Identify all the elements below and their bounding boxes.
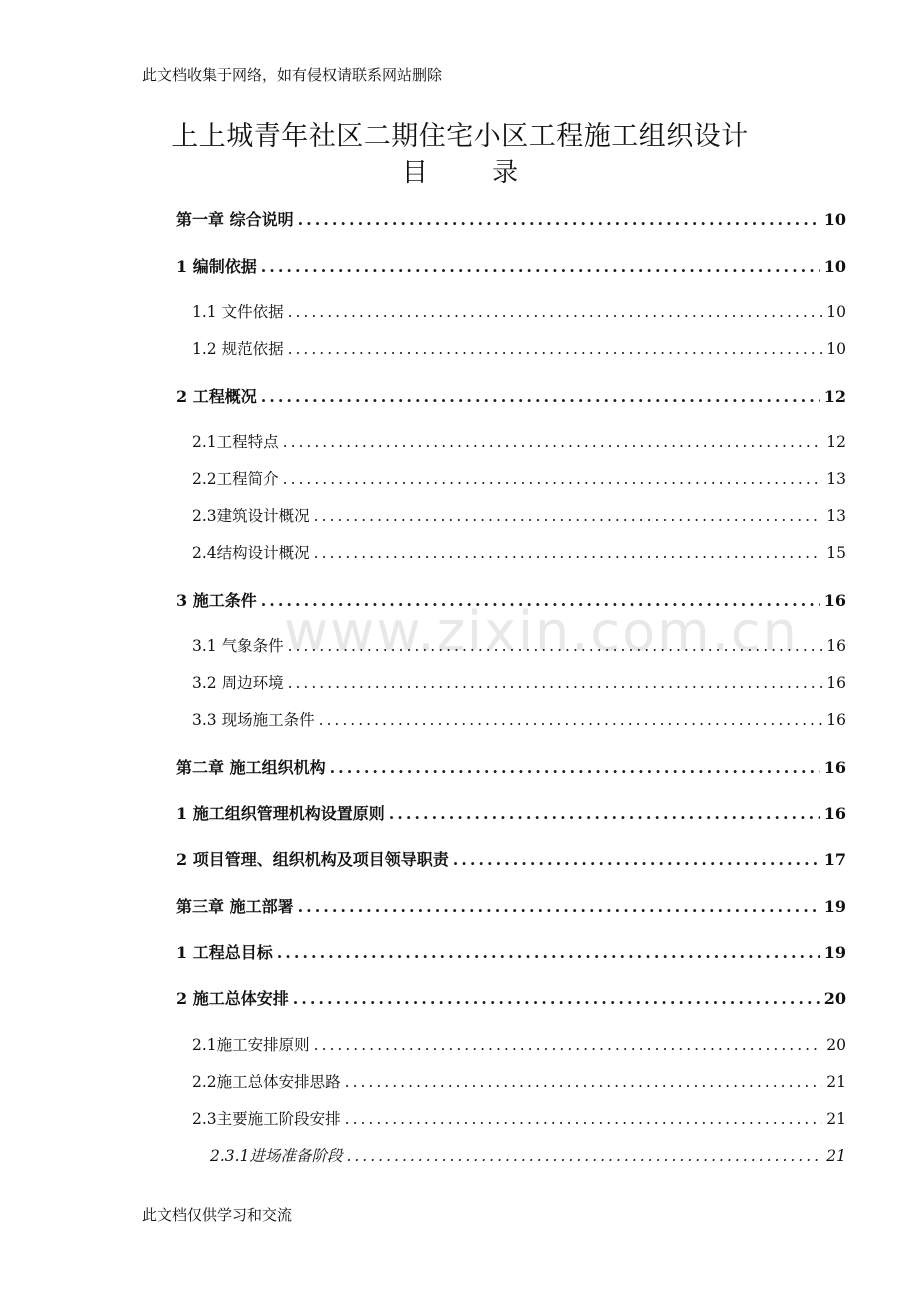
toc-entry-label: 2.1工程特点 — [192, 433, 279, 451]
toc-leader-dots — [288, 303, 823, 321]
toc-entry[interactable] — [192, 300, 846, 322]
toc-entry-page: 19 — [823, 897, 846, 916]
toc-leader-dots — [298, 210, 820, 229]
toc-entry-label: 1 施工组织管理机构设置原则 — [176, 804, 385, 823]
toc-leader-dots — [277, 943, 820, 962]
toc-entry-label: 1.2 规范依据 — [192, 340, 284, 358]
toc-entry-label: 1.1 文件依据 — [192, 303, 284, 321]
toc-entry-page: 10 — [826, 340, 846, 358]
toc-entry-page: 16 — [826, 674, 846, 692]
watermark: www.zixin.com.cn — [284, 600, 799, 663]
toc-entry[interactable] — [176, 940, 846, 963]
toc-entry[interactable] — [192, 671, 846, 693]
toc-entry[interactable] — [210, 1144, 846, 1166]
toc-leader-dots — [298, 897, 820, 916]
toc-leader-dots — [314, 544, 823, 562]
toc-leader-dots — [293, 989, 820, 1008]
toc-entry-label: 2 工程概况 — [176, 387, 257, 406]
toc-entry-label: 2.3.1进场准备阶段 — [210, 1147, 343, 1165]
toc-leader-dots — [319, 711, 823, 729]
toc-entry-page: 10 — [826, 303, 846, 321]
toc-entry-label: 2.2施工总体安排思路 — [192, 1073, 341, 1091]
toc-entry-page: 16 — [826, 711, 846, 729]
toc-entry-page: 13 — [826, 507, 846, 525]
toc-entry[interactable] — [176, 801, 846, 824]
toc-entry[interactable] — [192, 1070, 846, 1092]
toc-entry-label: 2.3主要施工阶段安排 — [192, 1110, 341, 1128]
toc-leader-dots — [389, 804, 820, 823]
toc-entry-page: 21 — [826, 1073, 846, 1091]
toc-leader-dots — [288, 637, 823, 655]
toc-entry-page: 10 — [823, 210, 846, 229]
toc-entry-label: 2.1施工安排原则 — [192, 1036, 310, 1054]
toc-entry-page: 20 — [823, 989, 846, 1008]
toc-heading-char-2: 录 — [492, 158, 519, 188]
toc-entry-label: 第一章 综合说明 — [176, 210, 294, 229]
toc-entry[interactable] — [192, 1033, 846, 1055]
toc-leader-dots — [261, 257, 820, 276]
toc-entry-label: 2.4结构设计概况 — [192, 544, 310, 562]
toc-leader-dots — [345, 1073, 823, 1091]
toc-entry-page: 21 — [826, 1147, 846, 1165]
toc-leader-dots — [261, 591, 820, 610]
toc-entry-label: 第三章 施工部署 — [176, 897, 294, 916]
toc-entry[interactable] — [176, 588, 846, 611]
toc-entry-page: 17 — [823, 850, 846, 869]
toc-entry-page: 16 — [823, 591, 846, 610]
toc-leader-dots — [453, 850, 820, 869]
toc-leader-dots — [288, 674, 823, 692]
toc-entry-label: 2 项目管理、组织机构及项目领导职责 — [176, 850, 449, 869]
document-title: 上上城青年社区二期住宅小区工程施工组织设计 — [171, 121, 749, 152]
toc-entry-page: 15 — [826, 544, 846, 562]
toc-entry[interactable] — [192, 430, 846, 452]
toc-entry[interactable] — [176, 986, 846, 1009]
footer-note: 此文档仅供学习和交流 — [142, 1206, 293, 1224]
toc-entry-page: 10 — [823, 257, 846, 276]
toc-entry-label: 2 施工总体安排 — [176, 989, 289, 1008]
toc-leader-dots — [283, 470, 823, 488]
toc-entry-page: 19 — [823, 943, 846, 962]
toc-entry-page: 20 — [826, 1036, 846, 1054]
toc-entry[interactable] — [192, 541, 846, 563]
toc-entry-page: 16 — [823, 758, 846, 777]
toc-entry-label: 3 施工条件 — [176, 591, 257, 610]
toc-entry[interactable] — [176, 384, 846, 407]
header-note: 此文档收集于网络，如有侵权请联系网站删除 — [142, 66, 443, 84]
toc-leader-dots — [261, 387, 820, 406]
toc-leader-dots — [288, 340, 823, 358]
toc-entry-page: 12 — [823, 387, 846, 406]
toc-entry[interactable] — [176, 847, 846, 870]
toc-entry[interactable] — [192, 1107, 846, 1129]
toc-entry[interactable] — [192, 337, 846, 359]
toc-leader-dots — [345, 1110, 823, 1128]
toc-entry[interactable] — [176, 207, 846, 230]
toc-entry-label: 2.3建筑设计概况 — [192, 507, 310, 525]
toc-entry[interactable] — [176, 755, 846, 778]
toc-entry[interactable] — [192, 467, 846, 489]
toc-entry[interactable] — [192, 708, 846, 730]
toc-heading-char-1: 目 — [401, 158, 428, 188]
toc-entry-label: 3.1 气象条件 — [192, 637, 284, 655]
toc-leader-dots — [314, 1036, 823, 1054]
toc-entry-page: 16 — [826, 637, 846, 655]
toc-entry[interactable] — [192, 634, 846, 656]
toc-entry[interactable] — [192, 504, 846, 526]
toc-entry-page: 16 — [823, 804, 846, 823]
toc-entry[interactable] — [176, 254, 846, 277]
toc-heading — [0, 152, 920, 189]
toc-entry-label: 3.3 现场施工条件 — [192, 711, 315, 729]
toc-leader-dots — [314, 507, 823, 525]
toc-leader-dots — [283, 433, 823, 451]
toc-entry-page: 21 — [826, 1110, 846, 1128]
toc-entry-label: 第二章 施工组织机构 — [176, 758, 326, 777]
toc-entry-page: 13 — [826, 470, 846, 488]
toc-entry-label: 3.2 周边环境 — [192, 674, 284, 692]
toc-entry-label: 1 编制依据 — [176, 257, 257, 276]
toc-leader-dots — [330, 758, 820, 777]
toc-entry[interactable] — [176, 894, 846, 917]
toc-entry-label: 1 工程总目标 — [176, 943, 273, 962]
toc-entry-label: 2.2工程简介 — [192, 470, 279, 488]
toc-entry-page: 12 — [826, 433, 846, 451]
toc-leader-dots — [346, 1147, 822, 1165]
